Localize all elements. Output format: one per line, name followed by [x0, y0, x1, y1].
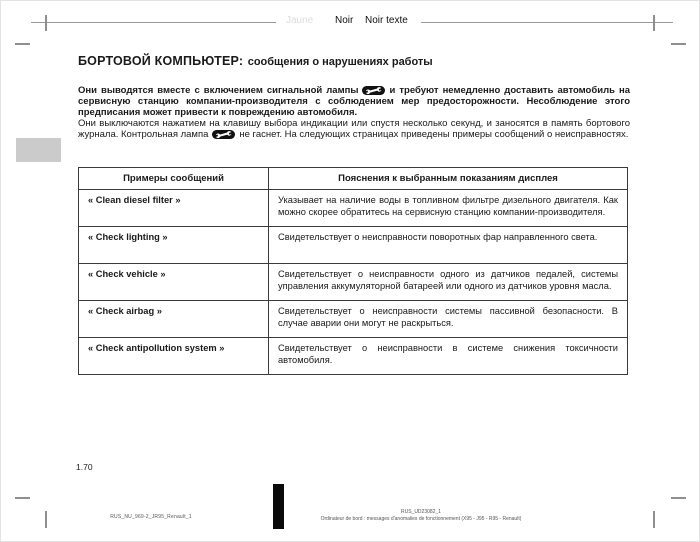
table-row: [79, 190, 628, 227]
message-cell: « Check lighting »: [79, 227, 269, 264]
column-header-explanations: Пояснения к выбранным показаниям дисплея: [269, 168, 628, 190]
intro-bold-before: Они выводятся вместе с включением сигнальной лампы: [78, 85, 359, 96]
message-cell: « Check vehicle »: [79, 264, 269, 301]
intro-paragraph-bold: [78, 85, 630, 118]
proof-rule-right: [421, 22, 673, 23]
explanation-cell: Свидетельствует о неисправности поворотных фар направленного света.: [269, 227, 628, 264]
crop-mark-icon: [653, 511, 655, 528]
crop-mark-icon: [671, 43, 686, 45]
proof-plate-noir-texte: Noir texte: [365, 15, 408, 26]
explanation-cell: Указывает на наличие воды в топливном фильтре дизельного двигателя. Как можно скорее обратитесь на сервисную станцию компании-производителя.: [269, 190, 628, 227]
proof-plate-jaune: Jaune: [286, 15, 314, 26]
crop-mark-icon: [45, 511, 47, 528]
explanation-cell: Свидетельствует о неисправности в системе снижения токсичности автомобиля.: [269, 338, 628, 375]
proof-rule-left: [31, 22, 276, 23]
message-cell: « Clean diesel filter »: [79, 190, 269, 227]
page-title-sub: сообщения о нарушениях работы: [247, 56, 433, 68]
footer-file-code: RUS_NU_969-2_JR95_Renault_1: [110, 514, 192, 520]
table-row: [79, 227, 628, 264]
crop-mark-icon: [15, 497, 30, 499]
proof-plate-noir: Noir: [335, 15, 354, 26]
footer-reference-caption: Ordinateur de bord : messages d'anomalies de fonctionnement (X95 - J95 - R95 - Renault): [320, 516, 522, 522]
intro-regular-before: Они выключаются нажатием на клавишу выбора индикации или спустя несколько секунд, и заносятся в память бортового журнала. Контрольная лампа: [78, 118, 630, 140]
section-edge-tab: [16, 138, 61, 162]
page-title: [78, 52, 433, 70]
crop-mark-icon: [15, 43, 30, 45]
service-warning-lamp-icon: [212, 130, 235, 139]
explanation-cell: Свидетельствует о неисправности одного из датчиков педалей, системы управления аккумуляторной батареей или одного из датчиков уровня масла.: [269, 264, 628, 301]
service-warning-lamp-icon: [362, 86, 385, 95]
crop-mark-icon: [671, 497, 686, 499]
crop-mark-icon: [45, 15, 47, 31]
footer-reference: [301, 509, 541, 523]
table-row: [79, 338, 628, 375]
message-cell: « Check antipollution system »: [79, 338, 269, 375]
explanation-cell: Свидетельствует о неисправности системы пассивной безопасности. В случае аварии они могут не раскрыться.: [269, 301, 628, 338]
crop-mark-icon: [653, 15, 655, 31]
page-title-main: БОРТОВОЙ КОМПЬЮТЕР:: [78, 54, 244, 68]
fold-mark-bar: [273, 484, 284, 529]
table-header-row: [79, 168, 628, 190]
messages-table: [78, 167, 628, 375]
intro-regular-after: не гаснет. На следующих страницах приведены примеры сообщений о неисправностях.: [239, 129, 629, 140]
intro-paragraph-regular: [78, 118, 630, 140]
footer-reference-code: RUS_UD23082_1: [400, 509, 442, 515]
table-row: [79, 264, 628, 301]
page-number: 1.70: [76, 462, 93, 472]
table-row: [79, 301, 628, 338]
column-header-messages: Примеры сообщений: [79, 168, 269, 190]
intro-bold-after: и требуют немедленно доставить автомобиль на сервисную станцию компании-производителя с соблюдением мер предосторожности. Несоблюдение этого предписания может привести к повреждению автомобиля.: [78, 85, 630, 118]
message-cell: « Check airbag »: [79, 301, 269, 338]
